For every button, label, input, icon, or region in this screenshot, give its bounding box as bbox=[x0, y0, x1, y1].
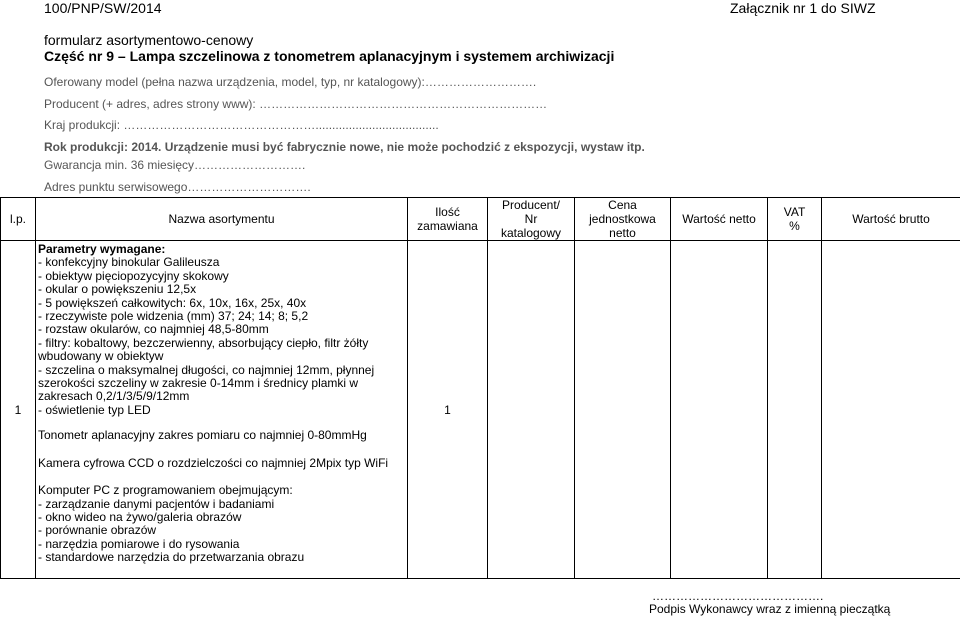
header-net-value: Wartość netto bbox=[671, 198, 768, 241]
signature-dots: ……………………………………. bbox=[652, 589, 824, 603]
parameter-item: - oświetlenie typ LED bbox=[38, 402, 151, 417]
row-producer-cell bbox=[488, 241, 575, 579]
parameter-item: - szczelina o maksymalnej długości, co najmniej 12mm, płynnej bbox=[38, 362, 375, 377]
header-lp: l.p. bbox=[1, 198, 36, 241]
required-parameters bbox=[38, 243, 407, 417]
parameter-item: szerokości szczeliny w zakresie 0-14mm i średnicy plamki w bbox=[38, 376, 359, 391]
table-row bbox=[1, 241, 960, 579]
year-field: Rok produkcji: 2014. Urządzenie musi być fabrycznie nowe, nie może pochodzić z ekspozycji, wystaw itp. bbox=[44, 140, 645, 154]
pc-section bbox=[38, 484, 407, 564]
camera-line: Kamera cyfrowa CCD o rozdzielczości co najmniej 2Mpix typ WiFi bbox=[38, 455, 389, 470]
row-gross-value-cell bbox=[822, 241, 960, 579]
producer-field: Producent (+ adres, adres strony www): ……………………………………………………………… bbox=[44, 97, 548, 111]
header-gross-value: Wartość brutto bbox=[822, 198, 960, 241]
header-producer: Producent/ Nr katalogowy bbox=[488, 198, 575, 241]
parameter-item: - okular o powiększeniu 12,5x bbox=[38, 282, 197, 297]
parameter-item: - obiektyw pięciopozycyjny skokowy bbox=[38, 268, 229, 283]
pc-item: - zarządzanie danymi pacjentów i badaniami bbox=[38, 496, 275, 511]
annex-label: Załącznik nr 1 do SIWZ bbox=[730, 0, 876, 16]
parameter-item: - konfekcyjny binokular Galileusza bbox=[38, 255, 220, 270]
parameter-item: - 5 powiększeń całkowitych: 6x, 10x, 16x, 25x, 40x bbox=[38, 295, 307, 310]
pc-item: - narzędzia pomiarowe i do rysowania bbox=[38, 536, 240, 551]
header-name: Nazwa asortymentu bbox=[36, 198, 408, 241]
parameter-item: wbudowany w obiektyw bbox=[38, 349, 164, 364]
model-field: Oferowany model (pełna nazwa urządzenia, model, typ, nr katalogowy):………………………. bbox=[44, 75, 537, 89]
pc-item: - standardowe narzędzia do przetwarzania obrazu bbox=[38, 550, 305, 565]
service-address-field: Adres punktu serwisowego…………………………. bbox=[44, 180, 311, 194]
signature-label: Podpis Wykonawcy wraz z imienną pieczątką bbox=[649, 602, 891, 616]
row-net-value-cell bbox=[671, 241, 768, 579]
part-title: Część nr 9 – Lampa szczelinowa z tonometrem aplanacyjnym i systemem archiwizacji bbox=[44, 48, 615, 64]
parameter-item: - rzeczywiste pole widzenia (mm) 37; 24; 14; 8; 5,2 bbox=[38, 309, 309, 324]
parameter-item: - rozstaw okularów, co najmniej 48,5-80mm bbox=[38, 322, 269, 337]
header-unit-price: Cena jednostkowa netto bbox=[575, 198, 671, 241]
form-title: formularz asortymentowo-cenowy bbox=[44, 32, 254, 48]
table-header-row bbox=[1, 198, 960, 241]
country-field: Kraj produkcji: …………………………………………..................................... bbox=[44, 118, 439, 132]
warranty-field: Gwarancja min. 36 miesięcy………………………. bbox=[44, 158, 306, 172]
pc-item: - porównanie obrazów bbox=[38, 523, 157, 538]
row-quantity: 1 bbox=[408, 241, 488, 579]
header-quantity: Ilość zamawiana bbox=[408, 198, 488, 241]
row-description bbox=[36, 241, 408, 579]
pc-item: - okno wideo na żywo/galeria obrazów bbox=[38, 509, 242, 524]
tonometer-line: Tonometr aplanacyjny zakres pomiaru co najmniej 0-80mmHg bbox=[38, 428, 367, 443]
header-vat: VAT % bbox=[768, 198, 822, 241]
parameter-item: zakresach 0,2/1/3/5/9/12mm bbox=[38, 389, 190, 404]
assortment-table bbox=[0, 197, 960, 579]
row-vat-cell bbox=[768, 241, 822, 579]
pc-heading: Komputer PC z programowaniem obejmującym: bbox=[38, 483, 293, 498]
row-lp: 1 bbox=[1, 241, 36, 579]
row-unit-price-cell bbox=[575, 241, 671, 579]
parameter-item: - filtry: kobaltowy, bezczerwienny, absorbujący ciepło, filtr żółty bbox=[38, 335, 369, 350]
document-reference: 100/PNP/SW/2014 bbox=[44, 0, 162, 16]
parameters-heading: Parametry wymagane: bbox=[38, 242, 166, 256]
